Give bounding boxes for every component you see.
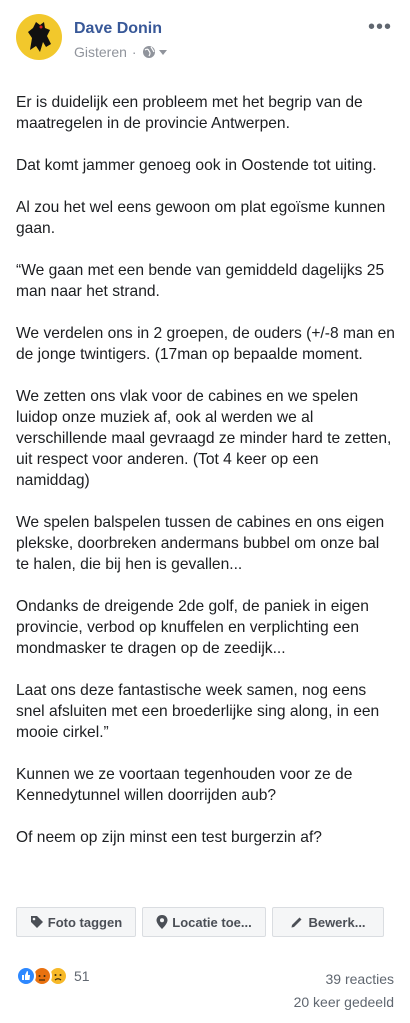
reactions-summary[interactable]: [16, 966, 90, 986]
shares-count-link[interactable]: 20 keer gedeeld: [293, 994, 394, 1010]
post-paragraph: We spelen balspelen tussen de cabines en ons eigen plekske, doorbreken andermans bubbel om onze bal te halen, die bij hen is gevallen...: [16, 514, 385, 573]
post-paragraph: Kunnen we ze voortaan tegenhouden voor ze de Kennedytunnel willen doorrijden aub?: [16, 766, 353, 804]
post-paragraph: Laat ons deze fantastische week samen, nog eens snel afsluiten met een broederlijke sing along, in een mooie cirkel.”: [16, 682, 380, 741]
post-timestamp[interactable]: Gisteren: [74, 44, 127, 60]
post-paragraph: Er is duidelijk een probleem met het begrip van de maatregelen in de provincie Antwerpen.: [16, 94, 363, 132]
avatar[interactable]: [16, 14, 62, 60]
post-paragraph: Ondanks de dreigende 2de golf, de paniek in eigen provincie, verbod op knuffelen en verplichting een mondmasker te dragen op de zeedijk...: [16, 598, 369, 657]
post-body: [16, 92, 396, 869]
more-options-icon[interactable]: •••: [367, 16, 392, 38]
meta-separator: ·: [131, 44, 137, 60]
post-paragraph: We verdelen ons in 2 groepen, de ouders (+/-8 man en de jonge twintigers. (17man op bepaalde moment.: [16, 325, 395, 363]
author-name[interactable]: Dave Donin: [74, 20, 163, 37]
reaction-count: 51: [74, 968, 90, 984]
post-stats: [294, 968, 394, 1014]
post-paragraph: Of neem op zijn minst een test burgerzin af?: [16, 829, 322, 846]
post-paragraph: “We gaan met een bende van gemiddeld dagelijks 25 man naar het strand.: [16, 262, 385, 300]
post-meta: [74, 44, 167, 60]
edit-button[interactable]: [272, 907, 384, 937]
location-label: Locatie toe...: [172, 914, 252, 930]
post-paragraph: Al zou het wel eens gewoon om plat egoïsme kunnen gaan.: [16, 199, 386, 237]
tag-photo-button[interactable]: [16, 907, 136, 937]
post-footer: [16, 964, 394, 1014]
pencil-icon: [290, 915, 304, 929]
tag-icon: [30, 915, 44, 929]
location-pin-icon: [156, 915, 168, 929]
add-location-button[interactable]: [142, 907, 266, 937]
post-actions: [16, 907, 384, 937]
post-header: [16, 14, 394, 64]
post-paragraph: We zetten ons vlak voor de cabines en we spelen luidop onze muziek af, ook al werden we al verschillende maal gevraagd ze minder hard te zetten, uit respect voor anderen. (Tot 4 keer op een namiddag): [16, 388, 392, 489]
globe-icon[interactable]: [142, 45, 156, 59]
edit-label: Bewerk...: [308, 914, 366, 930]
chevron-down-icon[interactable]: [159, 50, 167, 55]
like-reaction-icon: [16, 966, 36, 986]
tag-photo-label: Foto taggen: [47, 914, 123, 930]
post-paragraph: Dat komt jammer genoeg ook in Oostende tot uiting.: [16, 157, 377, 174]
comments-count-link[interactable]: 39 reacties: [325, 971, 394, 987]
